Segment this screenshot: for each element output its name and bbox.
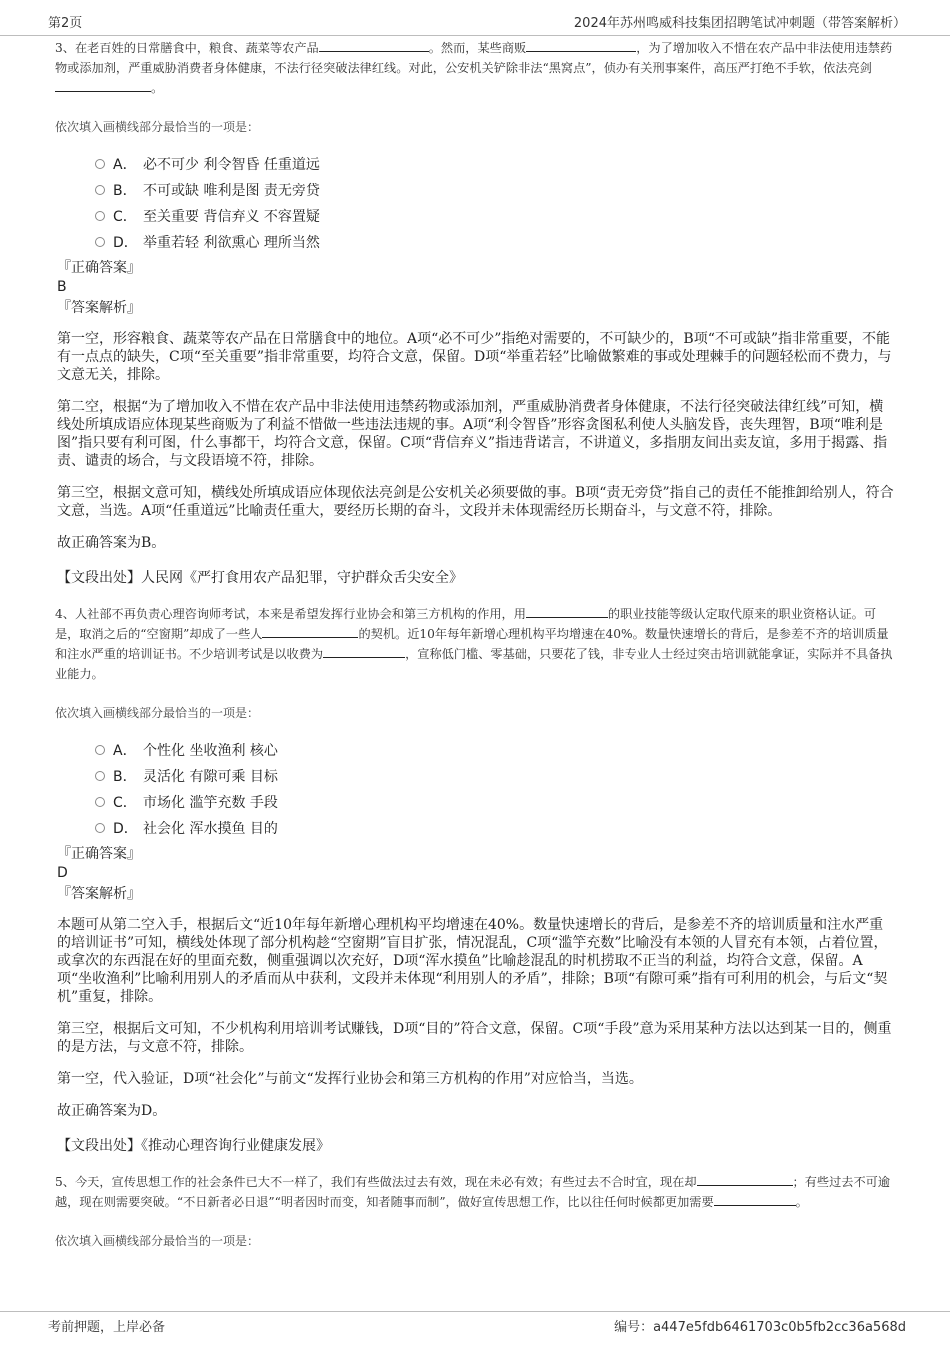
q3-option-d[interactable] <box>95 230 895 256</box>
q3-options <box>95 152 895 256</box>
q5-instruction: 依次填入画横线部分最恰当的一项是： <box>55 1234 260 1248</box>
fill-blank <box>526 605 608 618</box>
q3-text-3: ，为了增加收入不惜在农产品中非法使用违禁药物或添加剂，严重威胁消费者身体健康，不法行径突破法律红线。对此，公安机关铲除非法“黑窝点”，侦办有关刑事案件，高压严打绝不手软，依法亮剑 <box>55 41 893 75</box>
option-letter: D． <box>113 235 138 251</box>
fill-blank <box>323 645 405 658</box>
q3-analysis-para-3: 第三空，根据文意可知，横线处所填成语应体现依法亮剑是公安机关必须要做的事。B项“责无旁贷”指自己的责任不能推卸给别人，符合文意，当选。A项“任重道远”比喻责任重大，要经历长期的奋斗，文段并未体现需经历长期奋斗，与文意不符，排除。 <box>57 485 894 519</box>
option-text: 社会化 浑水摸鱼 目的 <box>143 821 278 837</box>
q4-analysis-tag: 『答案解析』 <box>57 886 141 902</box>
radio-icon[interactable] <box>95 797 105 807</box>
radio-icon[interactable] <box>95 237 105 247</box>
q4-options <box>95 738 895 842</box>
fill-blank <box>526 39 636 52</box>
option-text: 个性化 坐收渔利 核心 <box>143 743 278 759</box>
q3-option-c[interactable] <box>95 204 895 230</box>
q3-instruction: 依次填入画横线部分最恰当的一项是： <box>55 120 260 134</box>
q4-analysis-para-3: 第一空，代入验证，D项“社会化”与前文“发挥行业协会和第三方机构的作用”对应恰当，当选。 <box>57 1071 643 1087</box>
option-letter: D． <box>113 821 138 837</box>
q3-option-b[interactable] <box>95 178 895 204</box>
document-body <box>55 38 895 1250</box>
q4-text-2: 的职业技能等级认定取代原来的职业资格认证。可是，取消之后的“空窗期”却成了一些人 <box>55 607 877 641</box>
q4-option-a[interactable] <box>95 738 895 764</box>
option-letter: A． <box>113 743 137 759</box>
fill-blank <box>714 1193 796 1206</box>
q5-text-2: ；有些过去不可逾越，现在则需要突破。“不日新者必日退”“明者因时而变，知者随事而制”，做好宣传思想工作，比以往任何时候都更加需要 <box>55 1175 891 1209</box>
q4-answer-tag: 『正确答案』 <box>57 846 141 862</box>
q4-text-4: ，宣称低门槛、零基础，只要花了钱，非专业人士经过突击培训就能拿证，实际并不具备执业能力。 <box>55 647 893 681</box>
q3-answer-tag: 『正确答案』 <box>57 260 141 276</box>
radio-icon[interactable] <box>95 823 105 833</box>
option-letter: B． <box>113 183 137 199</box>
fill-blank <box>319 39 429 52</box>
q4-option-c[interactable] <box>95 790 895 816</box>
q3-conclusion: 故正确答案为B。 <box>57 535 166 551</box>
footer-document-id: 编号：a447e5fdb6461703c0b5fb2cc36a568d <box>614 1320 906 1335</box>
option-text: 至关重要 背信弃义 不容置疑 <box>143 209 320 225</box>
page-header <box>0 0 950 36</box>
question-5-stem <box>55 1172 895 1212</box>
radio-icon[interactable] <box>95 159 105 169</box>
option-text: 举重若轻 利欲熏心 理所当然 <box>143 235 320 251</box>
q4-instruction: 依次填入画横线部分最恰当的一项是： <box>55 706 260 720</box>
footer-slogan: 考前押题，上岸必备 <box>48 1320 166 1335</box>
q3-text-4: 。 <box>151 81 164 95</box>
q4-text-3: 的契机。近10年每年新增心理机构平均增速在40%。数量快速增长的背后，是参差不齐的培训质量和注水严重的培训证书。不少培训考试是以收费为 <box>55 627 889 661</box>
option-letter: B． <box>113 769 137 785</box>
q3-answer: B <box>57 279 67 295</box>
q3-analysis-para-1: 第一空，形容粮食、蔬菜等农产品在日常膳食中的地位。A项“必不可少”指绝对需要的，不可缺少的，B项“不可或缺”指非常重要，不能有一点点的缺失，C项“至关重要”指非常重要，均符合文意，保留。D项“举重若轻”比喻做繁难的事或处理棘手的问题轻松而不费力，与文意无关，排除。 <box>57 331 892 383</box>
q3-source: 【文段出处】人民网《严打食用农产品犯罪，守护群众舌尖安全》 <box>57 570 463 586</box>
page-number: 第2页 <box>48 16 83 31</box>
q3-analysis-tag: 『答案解析』 <box>57 300 141 316</box>
fill-blank <box>55 79 151 92</box>
question-3-stem <box>55 38 895 98</box>
fill-blank <box>697 1173 793 1186</box>
q4-analysis-para-1: 本题可从第二空入手，根据后文“近10年每年新增心理机构平均增速在40%。数量快速增长的背后，是参差不齐的培训质量和注水严重的培训证书”可知，横线处体现了部分机构趁“空窗期”盲目扩张，情况混乱，C项“滥竽充数”比喻没有本领的人冒充有本领，占着位置，或拿次的东西混在好的里面充数，侧重强调以次充好，D项“浑水摸鱼”比喻趁混乱的时机捞取不正当的利益，均符合文意，保留。A项“坐收渔利”比喻利用别人的矛盾而从中获利，文段并未体现“利用别人的矛盾”，排除；B项“有隙可乘”指有可利用的机会，与后文“契机”重复，排除。 <box>57 917 888 1005</box>
q5-text-3: 。 <box>795 1195 808 1209</box>
radio-icon[interactable] <box>95 211 105 221</box>
option-letter: C． <box>113 209 137 225</box>
q4-option-d[interactable] <box>95 816 895 842</box>
page-footer <box>0 1311 950 1346</box>
q4-analysis-para-2: 第三空，根据后文可知，不少机构利用培训考试赚钱，D项“目的”符合文意，保留。C项“手段”意为采用某种方法以达到某一目的，侧重的是方法，与文意不符，排除。 <box>57 1021 892 1055</box>
q4-source: 【文段出处】《推动心理咨询行业健康发展》 <box>57 1138 330 1154</box>
q4-answer: D <box>57 865 68 881</box>
q3-option-a[interactable] <box>95 152 895 178</box>
option-text: 市场化 滥竽充数 手段 <box>143 795 278 811</box>
fill-blank <box>262 625 358 638</box>
question-4-stem <box>55 604 895 684</box>
q5-text-1: 5、今天，宣传思想工作的社会条件已大不一样了，我们有些做法过去有效，现在未必有效；有些过去不合时宜，现在却 <box>55 1175 697 1189</box>
option-text: 必不可少 利令智昏 任重道远 <box>143 157 320 173</box>
q3-text-2: 。然而，某些商贩 <box>428 41 527 55</box>
option-text: 灵活化 有隙可乘 目标 <box>143 769 278 785</box>
q3-analysis-para-2: 第二空，根据“为了增加收入不惜在农产品中非法使用违禁药物或添加剂，严重威胁消费者身体健康，不法行径突破法律红线”可知，横线处所填成语应体现某些商贩为了利益不惜做一些违法违规的事。A项“利令智昏”形容贪图私利使人头脑发昏，丧失理智，B项“唯利是图”指只要有利可图，什么事都干，均符合文意，保留。C项“背信弃义”指违背诺言，不讲道义，多指朋友间出卖友谊，多用于揭露、指责、谴责的场合，与文段语境不符，排除。 <box>57 399 888 469</box>
q4-option-b[interactable] <box>95 764 895 790</box>
radio-icon[interactable] <box>95 185 105 195</box>
q4-text-1: 4、人社部不再负责心理咨询师考试，本来是希望发挥行业协会和第三方机构的作用，用 <box>55 607 526 621</box>
radio-icon[interactable] <box>95 745 105 755</box>
q3-text-1: 3、在老百姓的日常膳食中，粮食、蔬菜等农产品 <box>55 41 319 55</box>
option-letter: A． <box>113 157 137 173</box>
document-title: 2024年苏州鸣威科技集团招聘笔试冲刺题（带答案解析） <box>573 16 906 31</box>
option-letter: C． <box>113 795 137 811</box>
q4-conclusion: 故正确答案为D。 <box>57 1103 167 1119</box>
option-text: 不可或缺 唯利是图 责无旁贷 <box>143 183 320 199</box>
radio-icon[interactable] <box>95 771 105 781</box>
